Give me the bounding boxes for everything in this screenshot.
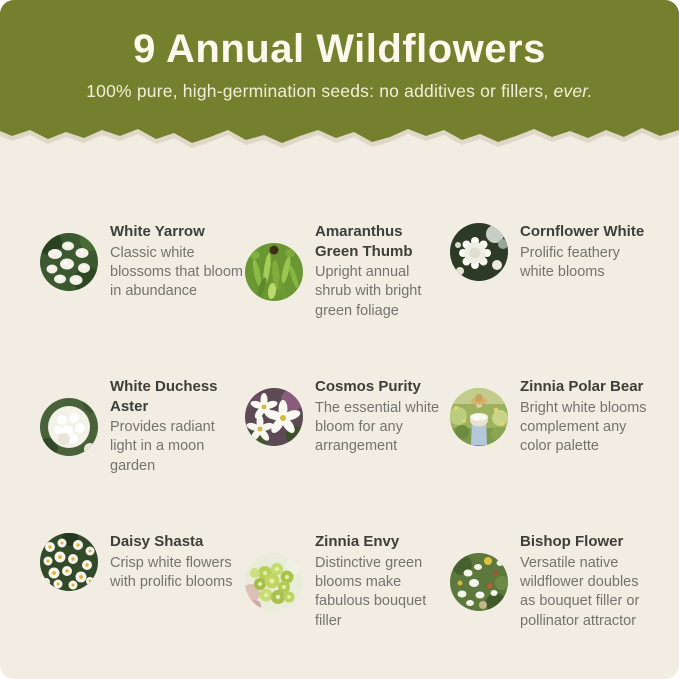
flower-item (450, 210, 649, 282)
flower-description: Bright white blooms complement any color palette (520, 399, 647, 455)
flower-text (520, 222, 649, 282)
cosmos-purity-photo (245, 388, 303, 446)
flower-name: Daisy Shasta (110, 533, 204, 550)
flower-item (245, 365, 450, 457)
amaranthus-green-thumb-photo (245, 243, 303, 301)
white-yarrow-photo (40, 233, 98, 291)
flower-item (450, 365, 649, 457)
flower-name: Cosmos Purity (315, 378, 421, 395)
flower-item (450, 520, 649, 631)
flower-item (40, 365, 245, 476)
flower-name: Amaranthus Green Thumb (315, 223, 413, 260)
flower-item (245, 210, 450, 321)
flower-name: Bishop Flower (520, 533, 624, 550)
flower-text (110, 222, 244, 302)
flower-description: Distinctive green blooms make fabulous bouquet filler (315, 554, 427, 629)
flower-text (520, 377, 649, 457)
flower-text (520, 532, 649, 631)
flower-text (315, 222, 449, 321)
header-subtitle (0, 81, 679, 102)
torn-paper-edge (0, 118, 679, 154)
zinnia-polar-bear-photo (450, 388, 508, 446)
zinnia-envy-photo (245, 553, 303, 611)
flower-description: Prolific feathery white blooms (520, 244, 620, 280)
flower-name: Zinnia Envy (315, 533, 400, 550)
flower-name: Cornflower White (520, 223, 645, 240)
flower-description: Crisp white flowers with prolific blooms (110, 554, 233, 590)
flower-description: Classic white blossoms that bloom in abundance (110, 244, 243, 300)
flower-grid (40, 210, 649, 675)
flower-description: Provides radiant light in a moon garden (110, 419, 215, 474)
flower-item (245, 520, 450, 631)
flower-description: Upright annual shrub with bright green foliage (315, 264, 422, 319)
flower-name: White Duchess Aster (110, 378, 218, 415)
cornflower-white-photo (450, 223, 508, 281)
flower-text (315, 377, 449, 457)
flower-text (110, 532, 244, 592)
bishop-flower-photo (450, 553, 508, 611)
subtitle-emphasis: ever. (553, 81, 593, 101)
flower-name: Zinnia Polar Bear (520, 378, 644, 395)
flower-item (40, 520, 245, 592)
flower-description: Versatile native wildflower doubles as bouquet filler or pollinator attractor (520, 554, 640, 629)
flower-item (40, 210, 245, 302)
daisy-shasta-photo (40, 533, 98, 591)
flower-description: The essential white bloom for any arrangement (315, 399, 440, 455)
subtitle-text: 100% pure, high-germination seeds: no additives or fillers, (86, 81, 554, 101)
page-title: 9 Annual Wildflowers (133, 27, 546, 71)
header-banner (0, 0, 679, 118)
flower-text (315, 532, 449, 631)
flower-text (110, 377, 244, 476)
flower-name: White Yarrow (110, 223, 205, 240)
white-duchess-aster-photo (40, 398, 98, 456)
